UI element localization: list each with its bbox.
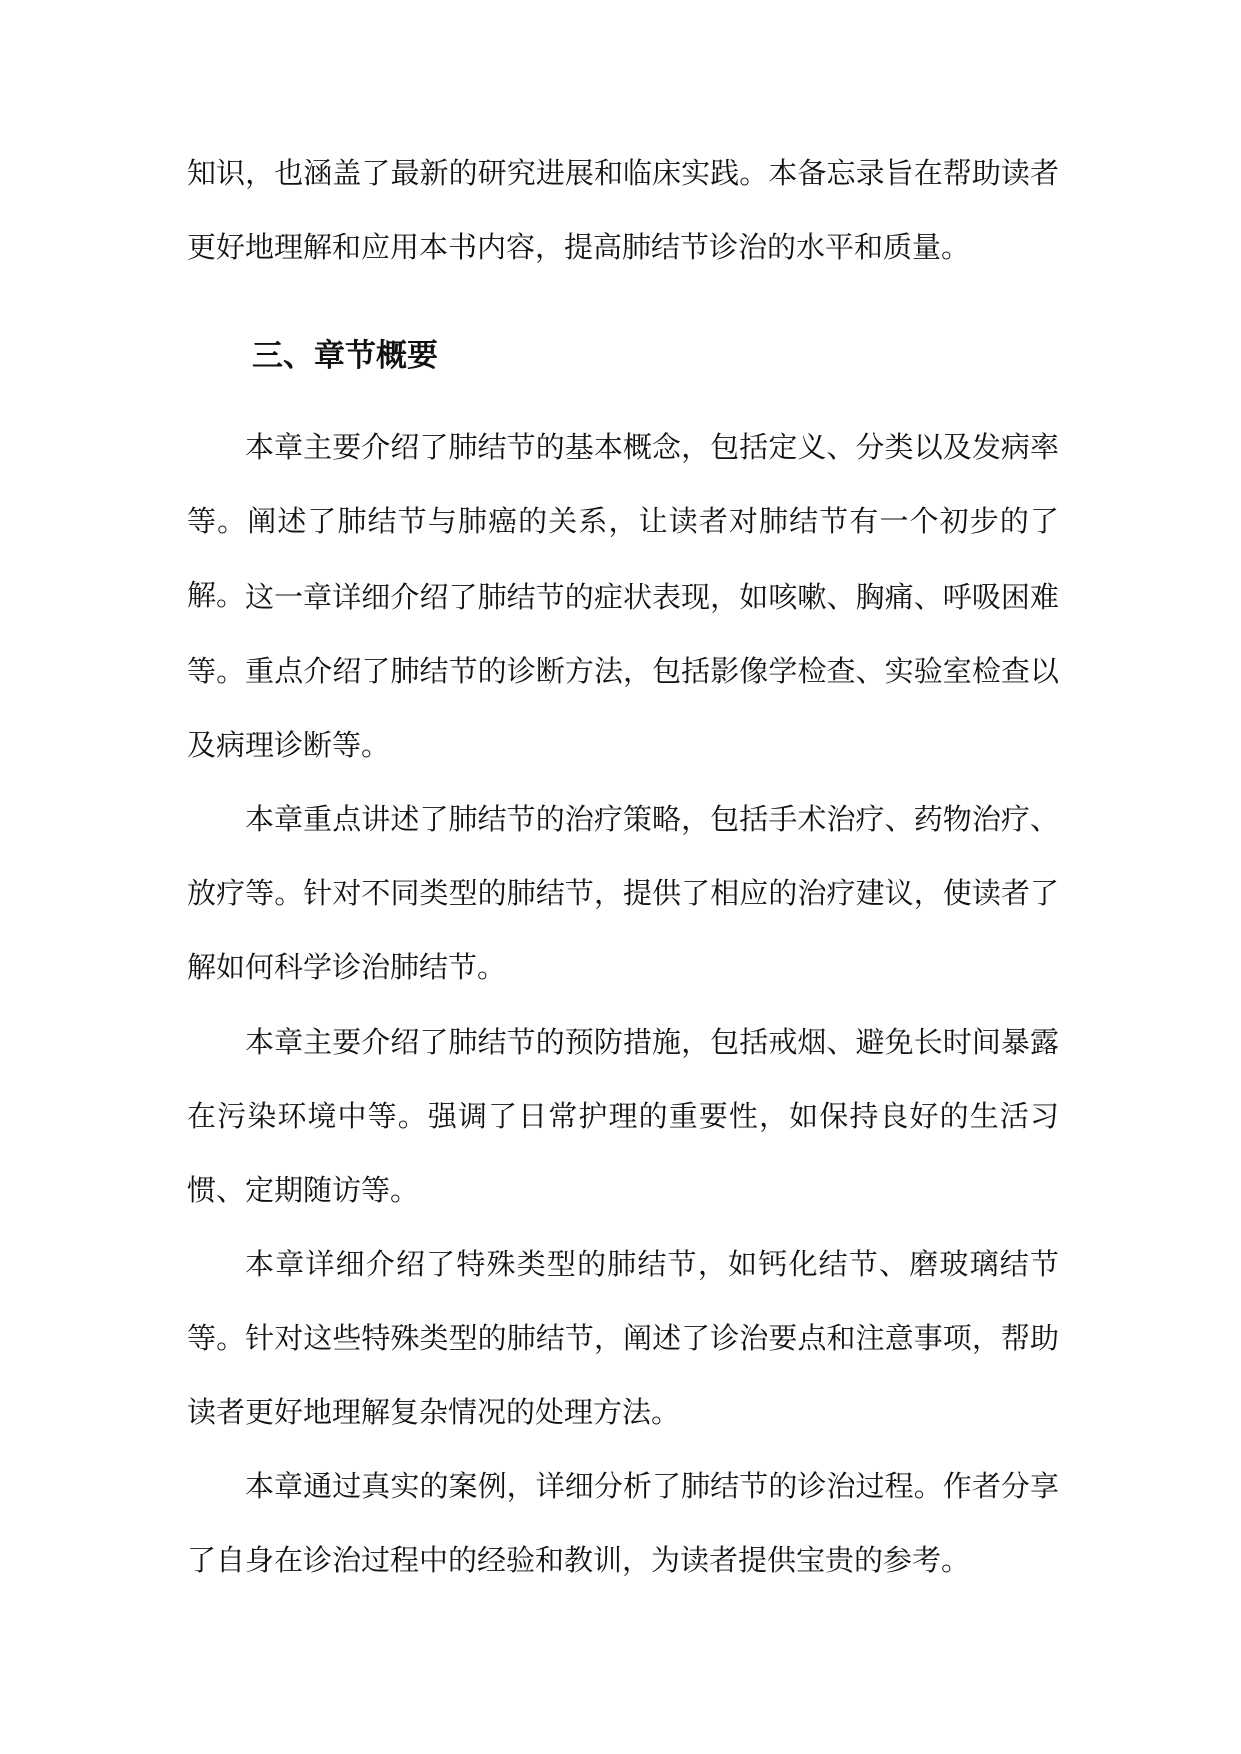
intro-paragraph: 知识，也涵盖了最新的研究进展和临床实践。本备忘录旨在帮助读者更好地理解和应用本书内容，提高肺结节诊治的水平和质量。 bbox=[187, 156, 1059, 264]
paragraph-diagnosis: 这一章详细介绍了肺结节的症状表现，如咳嗽、胸痛、呼吸困难等。重点介绍了肺结节的诊断方法，包括影像学检查、实验室检查以及病理诊断等。 bbox=[187, 580, 1059, 762]
paragraph-case-studies: 本章通过真实的案例，详细分析了肺结节的诊治过程。作者分享了自身在诊治过程中的经验和教训，为读者提供宝贵的参考。 bbox=[187, 1469, 1059, 1577]
section-heading: 三、章节概要 bbox=[252, 338, 438, 374]
paragraph-overview: 本章主要介绍了肺结节的基本概念，包括定义、分类以及发病率等。阐述了肺结节与肺癌的关系，让读者对肺结节有一个初步的了解。 bbox=[187, 430, 1059, 612]
paragraph-treatment: 本章重点讲述了肺结节的治疗策略，包括手术治疗、药物治疗、放疗等。针对不同类型的肺结节，提供了相应的治疗建议，使读者了解如何科学诊治肺结节。 bbox=[187, 802, 1059, 984]
paragraph-prevention: 本章主要介绍了肺结节的预防措施，包括戒烟、避免长时间暴露在污染环境中等。强调了日常护理的重要性，如保持良好的生活习惯、定期随访等。 bbox=[187, 1025, 1059, 1207]
paragraph-special-types: 本章详细介绍了特殊类型的肺结节，如钙化结节、磨玻璃结节等。针对这些特殊类型的肺结节，阐述了诊治要点和注意事项，帮助读者更好地理解复杂情况的处理方法。 bbox=[187, 1247, 1059, 1429]
